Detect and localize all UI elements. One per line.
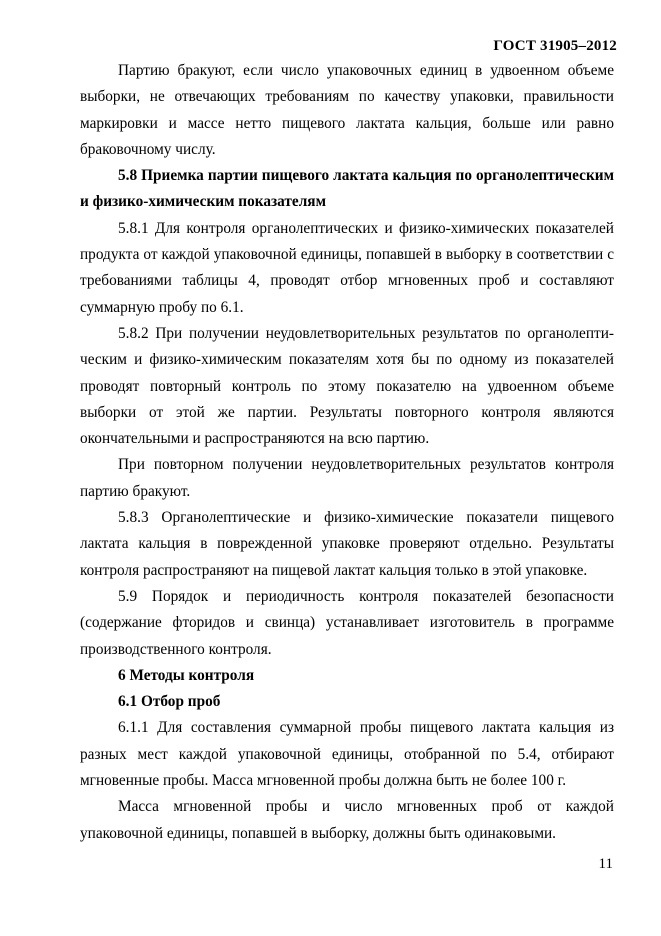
paragraph-6-1-1: 6.1.1 Для составления суммарной пробы пищевого лактата кальция из разных мест каждой упаковочной единицы, отобранной по 5.4, отбирают мгновенные пробы. Масса мгновенной пробы должна быть не более 100 г.	[80, 719, 614, 790]
paragraph-repeat-rejection: При повторном получении неудовлетворительных результатов контроля партию бракуют.	[80, 456, 614, 500]
paragraph-5-8-3: 5.8.3 Органолептические и физико-химические показатели пищевого лактата кальция в поврежденной упаковке проверяют отдельно. Результаты контроля распространяют на пищевой лактат кальция только в этой упаковке.	[80, 509, 614, 579]
document-body	[80, 58, 614, 847]
paragraph-5-8-1: 5.8.1 Для контроля органолептических и физико-химических показателей продукта от каждой упаковочной единицы, попавшей в выборку в соответствии с требованиями таблицы 4, проводят отбор мгновенных проб и составляют суммарную пробу по 6.1.	[80, 219, 614, 316]
paragraph-sample-mass: Масса мгновенной пробы и число мгновенных проб от каждой упаковочной единицы, попавшей в выборку, должны быть одинаковыми.	[80, 798, 614, 842]
paragraph-5-9: 5.9 Порядок и периодичность контроля показателей безопасности (содержание фторидов и свинца) устанавливает изготовитель в программе производственного контроля.	[80, 587, 614, 658]
section-heading-6: 6 Методы контроля	[118, 666, 255, 684]
paragraph-5-8-2: 5.8.2 При получении неудовлетворительных результатов по органолептическим и физико-химическим показателям хотя бы по одному из показателей проводят повторный контроль по этому показателю на удвоенном объеме выборки от этой же партии. Результаты повторного контроля являются окончательными и распространяются на всю партию.	[80, 324, 614, 448]
section-heading-5-8: 5.8 Приемка партии пищевого лактата кальция по органолептическим и физико-химическим показателям	[80, 167, 614, 211]
section-heading-6-1: 6.1 Отбор проб	[118, 693, 221, 711]
paragraph-batch-rejection: Партию бракуют, если число упаковочных единиц в удвоенном объеме выборки, не отвечающих требованиям по качеству упаковки, правильности маркировки и массе нетто пищевого лактата кальция, больше или равно браковочному числу.	[80, 62, 614, 158]
page-number: 11	[598, 856, 613, 872]
document-code: ГОСТ 31905–2012	[493, 38, 617, 54]
